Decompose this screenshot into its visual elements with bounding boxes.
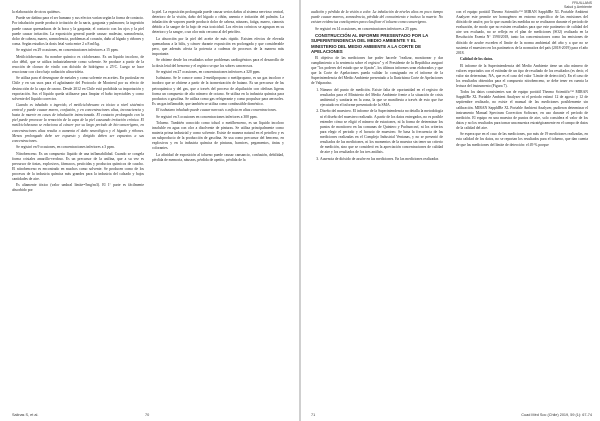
left-page-column-2	[152, 10, 284, 164]
paragraph: Se registró en 14 ocasiones, en concentraciones inferiores a 25 ppm.	[315, 26, 418, 31]
left-page-column-1	[12, 10, 144, 195]
paragraph: Se espera que en el caso de las mediciones, por más de 19 mediciones realizadas, en esta calidad de los datos, no se reportan los resultados para el tolueno, que dan cuenta de que las mediciones del límite de detección: el 49 % porque	[456, 132, 588, 147]
paragraph: Se registró en 9 ocasiones, en concentraciones inferiores a 3 ppm.	[16, 145, 115, 150]
paragraph: El informe de la Superintendencia del Medio Ambiente tiene un alto número de valores reportados con el estándar de un tipo de resultado de los resultados (es decir, el valor sin determinar, NA, que es el caso del valor 'Límite de detección'). En el caso de los resultados obtenidos para el compuesto nitrobenceno, se debe tener en cuenta la lectura del instrumento (Figura 7).	[456, 63, 588, 88]
paragraph: Metilciclohexano. Su nombre químico es ciclohexano. Es un líquido incoloro, de olor débil, que se utiliza industrialmente como solvente. Se produce a partir de la reacción de cloruro de vinilo con dióxido de hidrógeno a 25ºC. Luego se hace reaccionar con cloro bajo radiación ultravioleta.	[12, 54, 144, 74]
paragraph: Puede ser dañino para el ser humano y sus efectos varían según la forma de contacto. Por inhalación puede producir irritación de la nariz, garganta y pulmones; la ingestión puede causar quemaduras de la boca y la garganta; el contacto con los ojos y la piel puede causar irritación. La exposición general puede causar: malestar, somnolencia, dolor de cabeza, mareo, somnolencia, problemas al corazón, daño al hígado y riñones y coma. Según estudios la dosis letal varía entre 2 a 8 ml/kg.	[12, 16, 144, 46]
paragraph: Se registró en 29 ocasiones, en concentraciones inferiores a 15 ppm.	[16, 48, 119, 53]
footer-citation: Cuad Méd Soc (Chile) 2019, 59 (1): 67-74	[521, 413, 592, 417]
page-number: 71	[311, 413, 316, 417]
journal-subtitle: Salud y Ambiente	[564, 5, 592, 10]
right-page-column-2	[456, 10, 588, 149]
list-item: 1. Número del punto de medición. Existe falta de oportunidad en el registro de resultados para el Ministerio del Medio Ambiente frente a la situación de crisis ambiental y sanitaria en la zona, la que se manifiesta a través de esto que fue ejecutado en el informe presentado de la SMA.	[320, 88, 443, 108]
paragraph: Se utiliza para el desengrase de metales y como solvente en aceites. En particular en Chile y en sus usos para el aglutinante del Protocolo de Montreal por su efecto de destrucción de la capa de ozono. Desde 2012 en Chile está prohibida su importación y exportación. Sus el líquido queda utilizarse para limpiar el baño inyectables y como solvente del líquido corrector.	[12, 76, 144, 101]
paragraph: Todos los datos consistentes son de equipo portátil Thermo Scientific™ MIRAN SapphIRe XL Portable Ambient Analyzer ni el período estimó 12 de agosto y 12 de septiembre realizado, no existe el manual de las mediciones posiblemente sin calibración. MIRAN SapphIRe XL Portable Ambient Analyzer, pudieron determinar el instrumento Manual Spectrum Correction Software, en uso durante el período de medición. El equipo en una muestra de puntos de aire, solo considera el valor de los datos y no los resultados para tomar una muestra estratégicamente en el campo de datos de la calidad del aire.	[456, 90, 588, 130]
left-page	[0, 0, 299, 421]
paragraph: audición y pérdida de la visión a color. La inhalación de niveles altos en poco tiempo puede causar mareos, somnolencia, pérdida del conocimiento e incluso la muerte. No existen evidencias concluyentes para clasificar el tolueno como cancerígeno.	[311, 10, 443, 25]
journal-name: FRUILLANS	[572, 1, 592, 5]
paragraph: Nitrobenceno. Es un compuesto líquido de una inflamabilidad. Cuando se congela forma cristales amarillo-verdoso. Es un precursor de la anilina, que a su vez es precursor de tintas, explosivos, fármacos, pesticidas y productos químicos de caucho. El nitrobenceno es encontrado en muchos como solvente. Se producen como de los procesos de la industria química más grandes para la industria del calzado y bajos cantidades de aire.	[12, 151, 144, 181]
paragraph: la piel. La exposición prolongada puede causar serios daños al sistema nervioso central, deterioro de la visión, daño del hígado o riñón, anemia e irritación del pulmón. La inhalación de vapores puede producir dolor de cabeza, náuseas, fatiga, mareo, cianosis debido a la sangre de la bajo de esta toxicidad. Los efectos crónicos se agrupan en su deterioro y la sangre, o un olor más cercano al del petróleo.	[152, 10, 284, 35]
running-head	[564, 1, 592, 9]
subheading: Calidad de los datos.	[460, 57, 494, 62]
paragraph: la elaboración de otros quiténos.	[12, 10, 61, 14]
paragraph: Se registró en 3 ocasiones en concentraciones inferiores a 300 ppm.	[156, 114, 258, 119]
page-number: 70	[145, 413, 150, 417]
section-heading: CONSTRUCCIÓN AL INFORME PRESENTADO POR LA SUPERINTENDENCIA DEL MEDIO AMBIENTE Y EL MINISTERIO DEL MEDIO AMBIENTE A LA CORTE DE APELACIONES	[311, 32, 429, 55]
paragraph: El objetivo de las mediciones fue poder hacerle "realizar, monitorear y dar cumplimiento a la sentencia sobre el registro" y el Presidente de la República aseguró que "los poderes del estado que se fijarán", los últimos informes sean elaborados y que que la Corte de Apelaciones pueda validar lo consignado en el informe de la Superintendencia del Medio Ambiente presentado a la Ilustrísima Corte de Apelaciones de Valparaíso.	[311, 55, 443, 86]
footer-author: Salinas S, et al.	[12, 413, 39, 417]
right-page	[301, 0, 600, 421]
paragraph: Es altamente tóxico (valor umbral límite=5mg/m3). El 1º parte es fácilmente absorbido por	[12, 183, 144, 193]
paragraph: Isobutano. Se le conoce como 2-metilpropano o metilpropano, es un gas incoloro e inodoro que se obtiene a partir de la isomerización de butano. Es un precursor de las petroquímica y del gas, que a través del proceso de alquilación con olefinas ligeras forma un compuesto de alto número de octano. Se utiliza en la industria química para productos o gasolina. Se utiliza como gas refrigerante y como propulsor para aerosoles. Es un gas inflamable, que también se utiliza como combustible doméstico.	[152, 76, 284, 106]
numbered-list	[311, 88, 443, 162]
list-item: 2. Diseño del muestreo. El informe de la Superintendencia no detalla la metodología ni el diseño del muestreo realizado. A partir de los datos entregados, no es posible entender cómo se eligió el número de estaciones, ni la forma de determinar los puntos de monitoreo en las comunas de Quintero y Puchuncaví, ni los criterios para elegir el periodo y el horario de muestreo. Se basa la frecuencia de las mediciones realizadas en el Complejo Industrial Ventanas, y no se presentó de resultados de las mediciones, ni los momentos de la muestra sin tener un criterio de medición, sino que se consideró en la apreciación concentraciones de calidad de aire y los resultados de los tres análisis.	[320, 109, 443, 155]
paragraph: con el equipo portátil Thermo Scientific™ MIRAN SapphIRe XL Portable Ambient Analyzer este permite ser homogéneo en entorno específico de las emisiones del dióxido de azufre, por lo que cuando las medidas no se realizaron durante el periodo de evaluación, de modo que no existen resultados para que este parámetro de calidad del aire sea evaluado, no se refleja en el plan de mediciones (SO2) realizada en la Resolución Exenta Nº 1590/2018, tanto las concentraciones como las emisiones de dióxido de azufre exceden el límite de la norma ambiental del año y a que no se sustenta el muestreo en los parámetros de la normativa del país (2018-2019) para el año 2018.	[456, 10, 588, 55]
list-item: 3. Ausencia de dióxido de azufre en las mediciones. En las mediciones realizadas	[320, 157, 443, 162]
right-page-column-1	[311, 10, 443, 163]
paragraph: La absorción por la piel del aceite de más rápido. Existen efectos de elevada quemaduras a la bilis, y cáncer durante exposición en prolongada y que considerable pero, que además afecta la potencia a cadenas de procesos de la manera más importante.	[152, 36, 284, 57]
paragraph: La afinidad de exposición al tolueno puede causar cansancio, confusión, debilidad, pérdida de memoria, náuseas, pérdida de apetito, pérdida de la	[152, 152, 284, 162]
paragraph: Cuando es inhalado o ingerido, el metilciclohexano es tóxico a nivel sistémico central y puede causar mareo, confusión, y en concentraciones altas, inconsciencia y hasta la muerte en casos de inhalación intencionada. El contacto prolongado con la piel puede provocar la remoción de la capa de la piel causando irritación crónica. El metilciclohexano se relaciona al cáncer por su largo período de bio-cancerígeno, en concentraciones altas resulta o aumenta el daño neurológico y el hígado y riñones. Menos prolongado debe ser expuesto y dirigido deben ser expuestos a sus concentraciones.	[12, 103, 144, 143]
paragraph: Se obtiene desde los resultados sobre problemas cardiogénicos para el desarrollo de la dosis letal del benceno y el registro se que los sobres cancerosos.	[152, 58, 284, 68]
paragraph: Se registró en 27 ocasiones, en concentraciones inferiores a 320 ppm.	[156, 69, 261, 74]
paragraph: Tolueno. También conocido como toluol o metilbenceno, es un líquido incoloro insoluble en agua con olor a disolvente de pinturas. Se utiliza principalmente como materia prima industrial y como solvente. Existe de manera natural en el petróleo y es un subproducto de la producción de gasolina. Se usa como precursor del benceno, en explosivos y en la industria química de pinturas, barnices, pegamentos, tintas y colorantes.	[152, 120, 284, 151]
paragraph: El isobutano inhalado puede causar narcosis o asfixia en altas concentraciones.	[156, 108, 277, 113]
